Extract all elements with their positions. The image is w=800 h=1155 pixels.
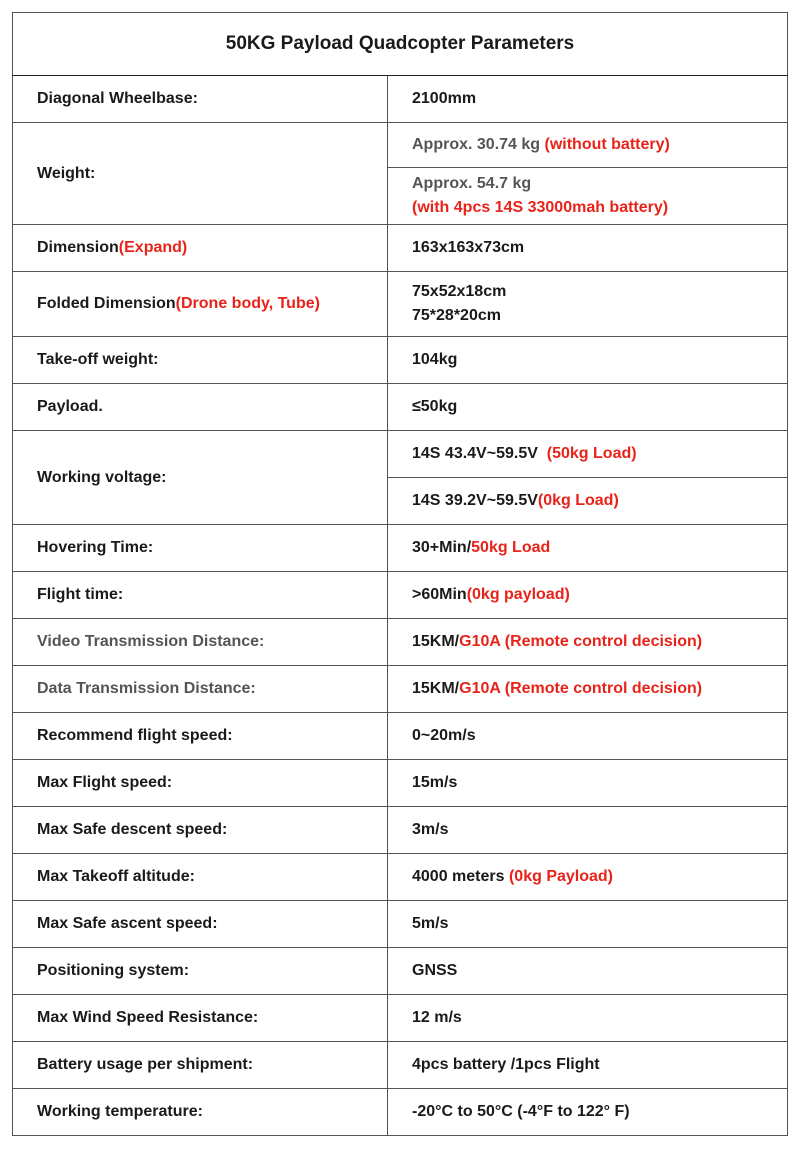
row-label: Max Takeoff altitude:: [13, 854, 388, 901]
row-value: ≤50kg: [388, 384, 788, 431]
weight-note-1: (without battery): [544, 136, 670, 153]
table-row-flight-time: [13, 572, 788, 619]
hovering-note: 50kg Load: [471, 539, 551, 556]
row-label: Flight time:: [13, 572, 388, 619]
table-row-descent: [13, 807, 788, 854]
row-label: Max Flight speed:: [13, 760, 388, 807]
table-row-temperature: [13, 1089, 788, 1136]
row-value: [388, 619, 788, 666]
voltage-note-2: (0kg Load): [537, 492, 619, 509]
row-value: [388, 168, 788, 225]
row-label: Battery usage per shipment:: [13, 1042, 388, 1089]
weight-note-2: (with 4pcs 14S 33000mah battery): [412, 199, 669, 216]
row-value: [388, 572, 788, 619]
row-value: [388, 272, 788, 337]
data-note: G10A (Remote control decision): [459, 680, 703, 697]
table-row-max-speed: [13, 760, 788, 807]
row-value: [388, 123, 788, 168]
table-row-dimension: [13, 225, 788, 272]
row-label: Recommend flight speed:: [13, 713, 388, 760]
row-label: Max Safe ascent speed:: [13, 901, 388, 948]
altitude-note: (0kg Payload): [508, 868, 613, 885]
row-value: GNSS: [388, 948, 788, 995]
hovering-value: 30+Min/: [412, 539, 472, 556]
table-row-payload: [13, 384, 788, 431]
row-value: 15m/s: [388, 760, 788, 807]
row-label: Weight:: [13, 123, 388, 225]
row-label: Working temperature:: [13, 1089, 388, 1136]
table-row-hovering: [13, 525, 788, 572]
row-value: [388, 854, 788, 901]
row-label: [13, 225, 388, 272]
row-value: [388, 666, 788, 713]
table-header-row: [13, 13, 788, 76]
table-row-positioning: [13, 948, 788, 995]
row-value: 5m/s: [388, 901, 788, 948]
row-label: Video Transmission Distance:: [13, 619, 388, 666]
table-row-voltage: [13, 431, 788, 478]
row-value: 0~20m/s: [388, 713, 788, 760]
table-row-ascent: [13, 901, 788, 948]
table-row-wind: [13, 995, 788, 1042]
table-row-video: [13, 619, 788, 666]
weight-value-1: Approx. 30.74 kg: [412, 136, 541, 153]
row-value: [388, 431, 788, 478]
row-value: 2100mm: [388, 76, 788, 123]
table-title: 50KG Payload Quadcopter Parameters: [13, 13, 788, 76]
table-row-recommend-speed: [13, 713, 788, 760]
row-value: 4pcs battery /1pcs Flight: [388, 1042, 788, 1089]
table-row-battery: [13, 1042, 788, 1089]
flight-time-value: >60Min: [412, 586, 467, 603]
table-row-data: [13, 666, 788, 713]
voltage-note-1: (50kg Load): [546, 445, 637, 462]
table-row-takeoff-weight: [13, 337, 788, 384]
voltage-value-2: 14S 39.2V~59.5V: [412, 492, 538, 509]
row-label: Working voltage:: [13, 431, 388, 525]
video-note: G10A (Remote control decision): [459, 633, 703, 650]
row-label: Positioning system:: [13, 948, 388, 995]
folded-label: Folded Dimension: [37, 295, 176, 312]
flight-time-note: (0kg payload): [466, 586, 570, 603]
row-value: -20°C to 50°C (-4°F to 122° F): [388, 1089, 788, 1136]
folded-note: (Drone body, Tube): [175, 295, 320, 312]
voltage-value-1: 14S 43.4V~59.5V: [412, 445, 538, 462]
row-label: Max Wind Speed Resistance:: [13, 995, 388, 1042]
row-value: 3m/s: [388, 807, 788, 854]
folded-value-2: 75*28*20cm: [412, 307, 501, 324]
dimension-note: (Expand): [118, 239, 188, 256]
row-label: [13, 272, 388, 337]
row-value: [388, 525, 788, 572]
video-value: 15KM/: [412, 633, 460, 650]
row-value: [388, 478, 788, 525]
row-label: Max Safe descent speed:: [13, 807, 388, 854]
row-label: Hovering Time:: [13, 525, 388, 572]
table-row-altitude: [13, 854, 788, 901]
parameters-table: [12, 12, 788, 1136]
row-value: 163x163x73cm: [388, 225, 788, 272]
data-value: 15KM/: [412, 680, 460, 697]
row-value: 104kg: [388, 337, 788, 384]
table-row-wheelbase: [13, 76, 788, 123]
row-label: Take-off weight:: [13, 337, 388, 384]
dimension-label: Dimension: [37, 239, 119, 256]
weight-value-2: Approx. 54.7 kg: [412, 175, 532, 192]
row-label: Data Transmission Distance:: [13, 666, 388, 713]
folded-value-1: 75x52x18cm: [412, 283, 507, 300]
table-row-weight: [13, 123, 788, 168]
altitude-value: 4000 meters: [412, 868, 509, 885]
row-label: Payload.: [13, 384, 388, 431]
row-value: 12 m/s: [388, 995, 788, 1042]
row-label: Diagonal Wheelbase:: [13, 76, 388, 123]
table-row-folded: [13, 272, 788, 337]
